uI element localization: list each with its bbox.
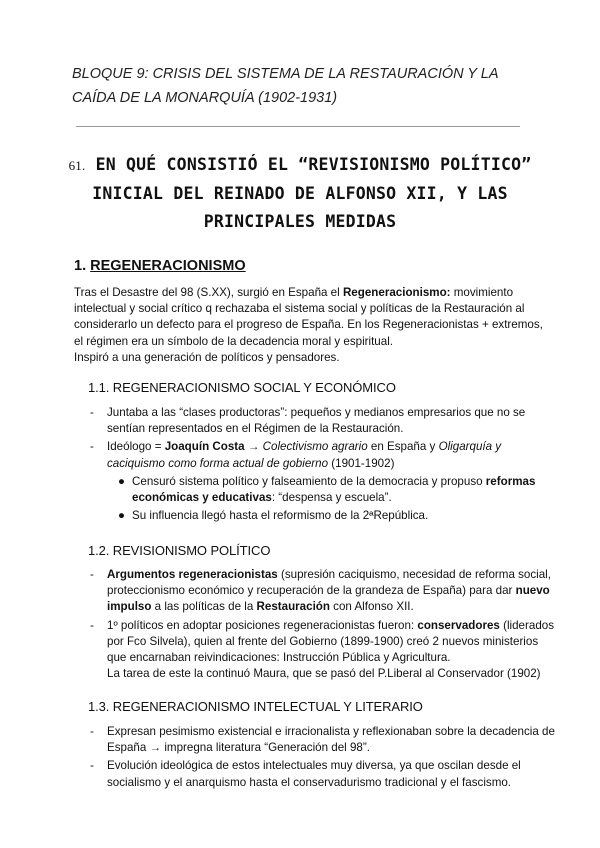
oligarquia-caciquismo: Oligarquía y caciquismo como forma actual de gobierno	[107, 440, 502, 470]
bullet-item	[90, 508, 560, 524]
dash-marker: -	[90, 725, 94, 738]
list-item-text: La tarea de este la continuó Maura, que se pasó del P.Liberal al Conservador (1902)	[107, 667, 541, 681]
section-title: REGENERACIONISMO	[90, 258, 246, 274]
joaquin-costa: Joaquín Costa	[164, 440, 245, 454]
list-item-text: (supresión caciquismo, necesidad de reforma social, proteccionismo económico y recuperación de la grandeza de España) para dar	[107, 568, 551, 598]
question-title-text: EN QUÉ CONSISTIÓ EL “REVISIONISMO POLÍTICO” INICIAL DEL REINADO DE ALFONSO XII, Y LAS PRINCIPALES MEDIDAS	[92, 155, 532, 231]
section-number: 1.	[74, 258, 87, 274]
list-item	[90, 405, 560, 437]
colectivismo-agrario: Colectivismo agrario	[262, 440, 368, 454]
restauracion-term: Restauración	[256, 600, 330, 614]
subsection-1-1-list	[90, 405, 560, 526]
bullet-marker: ●	[118, 509, 126, 523]
dash-marker: -	[90, 618, 94, 632]
bullet-marker: ●	[118, 474, 126, 488]
subsection-1-3-list	[90, 724, 560, 793]
intro-paragraph	[74, 285, 554, 366]
list-item-text: a las políticas de la	[151, 600, 257, 614]
subsection-heading-1-2: 1.2. REVISIONISMO POLÍTICO	[88, 543, 271, 558]
list-item-text: (1901-1902)	[328, 456, 395, 470]
dash-marker: -	[90, 406, 94, 419]
list-item	[90, 724, 560, 756]
conservadores-term: conservadores	[417, 618, 500, 632]
list-item-text: (liderados por Fco Silvela), quien al frente del Gobierno (1899-1900) creó 2 nuevos ministerios que encarnaban reivindicaciones: Instrucción Pública y Agricultura.	[107, 618, 555, 665]
subsection-1-2-list	[90, 567, 560, 684]
regeneracionismo-term: Regeneracionismo:	[342, 286, 451, 299]
arrow: →	[244, 440, 263, 454]
list-item-text: Ideólogo =	[107, 440, 165, 454]
bullet-text: : “despensa y escuela”.	[271, 491, 392, 505]
argumentos-term: Argumentos regeneracionistas	[107, 568, 278, 581]
list-item-text: 1º políticos en adoptar posiciones regeneracionistas fueron:	[107, 618, 418, 632]
section-heading-regeneracionismo	[74, 258, 246, 274]
bullet-item	[90, 474, 560, 506]
intro-text	[74, 285, 554, 350]
dash-marker: -	[90, 568, 94, 581]
dash-marker: -	[90, 759, 94, 773]
list-item-text: Evolución ideológica de estos intelectuales muy diversa, ya que oscilan desde el socialismo y el anarquismo hasta el conservadurismo tradicional y el fascismo.	[107, 759, 521, 789]
subsection-heading-1-1: 1.1. REGENERACIONISMO SOCIAL Y ECONÓMICO	[88, 380, 396, 395]
intro-text-part: movimiento intelectual y social crítico q rechazaba el sistema social y políticas de la Restauración al considerarlo un defecto para el progreso de España. En los Regeneracionistas + extremos, el régimen era un símbolo de la decadencia moral y espiritual.	[74, 286, 543, 348]
question-title	[60, 151, 540, 236]
dash-marker: -	[90, 440, 94, 454]
bullet-text: Censuró sistema político y falseamiento de la democracia y propuso	[132, 474, 486, 488]
bullet-text: Su influencia llegó hasta el reformismo de la 2ªRepública.	[132, 509, 429, 523]
nuevo-impulso-term: nuevo impulso	[107, 584, 550, 614]
list-item	[90, 439, 560, 471]
list-item-text: Juntaba a las “clases productoras”: pequeños y medianos empresarios que no se sentían representados en el Régimen de la Restauración.	[107, 406, 526, 436]
list-item-text: con Alfonso XII.	[329, 600, 414, 614]
subsection-heading-1-3: 1.3. REGENERACIONISMO INTELECTUAL Y LITERARIO	[88, 699, 423, 714]
divider-line	[76, 126, 520, 127]
reformas-term: reformas económicas y educativas	[132, 474, 536, 505]
intro-text-last: Inspiró a una generación de políticos y pensadores.	[74, 350, 340, 364]
bloque-title: BLOQUE 9: CRISIS DEL SISTEMA DE LA RESTAURACIÓN Y LA CAÍDA DE LA MONARQUÍA (1902-1931)	[72, 66, 499, 106]
list-item-text: Expresan pesimismo existencial e irracionalista y reflexionaban sobre la decadencia de España → impregna literatura “Generación del 98”.	[107, 725, 555, 755]
list-item	[90, 618, 560, 683]
list-item	[90, 758, 560, 790]
intro-text-part: Tras el Desastre del 98 (S.XX), surgió en España el	[74, 286, 343, 299]
list-item-text: en España y	[367, 440, 439, 454]
list-item	[90, 567, 560, 616]
question-number: 61.	[68, 158, 86, 173]
